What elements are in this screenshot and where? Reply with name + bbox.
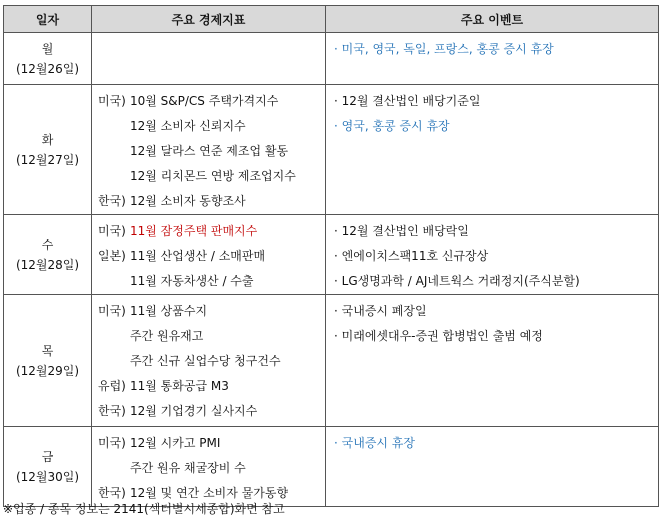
indicator-item <box>98 299 325 324</box>
header-indicators: 주요 경제지표 <box>92 6 326 33</box>
day-cell <box>4 85 92 215</box>
event-item: · 12월 결산법인 배당기준일 <box>334 94 481 108</box>
indicator-item <box>98 349 325 374</box>
indicator-text: 11월 통화공급 M3 <box>130 379 229 393</box>
header-events: 주요 이벤트 <box>326 6 659 33</box>
indicator-text: 11월 상품수지 <box>130 304 208 318</box>
country-label: 미국) <box>98 436 126 450</box>
country-label: 일본) <box>98 249 126 263</box>
indicator-text: 11월 산업생산 / 소매판매 <box>130 249 266 263</box>
event-item: · 영국, 홍콩 증시 휴장 <box>334 119 450 133</box>
day-cell <box>4 427 92 507</box>
header-row <box>4 6 659 33</box>
day-row <box>4 427 659 507</box>
events-cell <box>326 215 659 295</box>
indicator-item <box>98 431 325 456</box>
date-label: (12월27일) <box>15 152 80 167</box>
indicators-cell <box>92 33 326 85</box>
indicator-text: 11월 자동차생산 / 수출 <box>130 274 254 288</box>
footnote: ※업종 / 종목 정보는 2141(섹터별시세종합)화면 참고 <box>3 502 285 516</box>
weekday-label: 수 <box>41 237 54 252</box>
indicator-item <box>98 456 325 481</box>
country-label: 한국) <box>98 194 126 208</box>
country-label: 한국) <box>98 404 126 418</box>
indicator-text: 12월 기업경기 실사지수 <box>130 404 258 418</box>
indicator-item <box>98 189 325 214</box>
event-item: · 미국, 영국, 독일, 프랑스, 홍콩 증시 휴장 <box>334 42 554 56</box>
date-label: (12월30일) <box>15 469 80 484</box>
indicator-item <box>98 164 325 189</box>
event-item: · 미래에셋대우-증권 합병법인 출범 예정 <box>334 329 543 343</box>
event-item: · LG생명과학 / AJ네트웍스 거래정지(주식분할) <box>334 274 580 288</box>
indicator-item <box>98 89 325 114</box>
indicators-cell <box>92 85 326 215</box>
country-label: 미국) <box>98 94 126 108</box>
day-row <box>4 33 659 85</box>
weekly-schedule-table <box>3 5 659 507</box>
indicator-text: 12월 리치몬드 연방 제조업지수 <box>130 169 296 183</box>
weekday-label: 금 <box>41 449 54 464</box>
events-cell <box>326 33 659 85</box>
indicator-item <box>98 244 325 269</box>
indicator-text: 12월 소비자 신뢰지수 <box>130 119 246 133</box>
indicator-text: 주간 원유 채굴장비 수 <box>130 461 246 475</box>
indicators-cell <box>92 215 326 295</box>
event-item: · 국내증시 휴장 <box>334 436 415 450</box>
indicator-item <box>98 324 325 349</box>
indicators-cell <box>92 295 326 427</box>
indicator-text: 주간 원유재고 <box>130 329 204 343</box>
indicator-text: 12월 및 연간 소비자 물가동향 <box>130 486 289 500</box>
day-row <box>4 295 659 427</box>
indicators-cell <box>92 427 326 507</box>
day-cell <box>4 295 92 427</box>
country-label: 한국) <box>98 486 126 500</box>
event-item: · 국내증시 폐장일 <box>334 304 427 318</box>
weekday-label: 목 <box>41 343 54 358</box>
weekday-label: 화 <box>41 132 54 147</box>
date-label: (12월28일) <box>15 257 80 272</box>
indicator-item <box>98 269 325 294</box>
weekday-label: 월 <box>41 41 54 56</box>
day-cell <box>4 215 92 295</box>
country-label: 미국) <box>98 224 126 238</box>
event-item: · 엔에이치스팩11호 신규장상 <box>334 249 489 263</box>
day-row <box>4 215 659 295</box>
indicator-text: 주간 신규 실업수당 청구건수 <box>130 354 281 368</box>
indicator-text: 12월 달라스 연준 제조업 활동 <box>130 144 289 158</box>
date-label: (12월29일) <box>15 363 80 378</box>
events-cell <box>326 427 659 507</box>
event-item: · 12월 결산법인 배당락일 <box>334 224 469 238</box>
indicator-text: 12월 소비자 동향조사 <box>130 194 246 208</box>
indicator-item <box>98 114 325 139</box>
indicator-item <box>98 374 325 399</box>
date-label: (12월26일) <box>15 61 80 76</box>
day-row <box>4 85 659 215</box>
header-day: 일자 <box>4 6 92 33</box>
country-label: 미국) <box>98 304 126 318</box>
indicator-text: 11월 잠정주택 판매지수 <box>130 224 258 238</box>
day-cell <box>4 33 92 85</box>
indicator-item <box>98 399 325 424</box>
indicator-item <box>98 139 325 164</box>
indicator-text: 12월 시카고 PMI <box>130 436 221 450</box>
country-label: 유럽) <box>98 379 126 393</box>
events-cell <box>326 295 659 427</box>
events-cell <box>326 85 659 215</box>
indicator-item <box>98 219 325 244</box>
indicator-text: 10월 S&P/CS 주택가격지수 <box>130 94 279 108</box>
